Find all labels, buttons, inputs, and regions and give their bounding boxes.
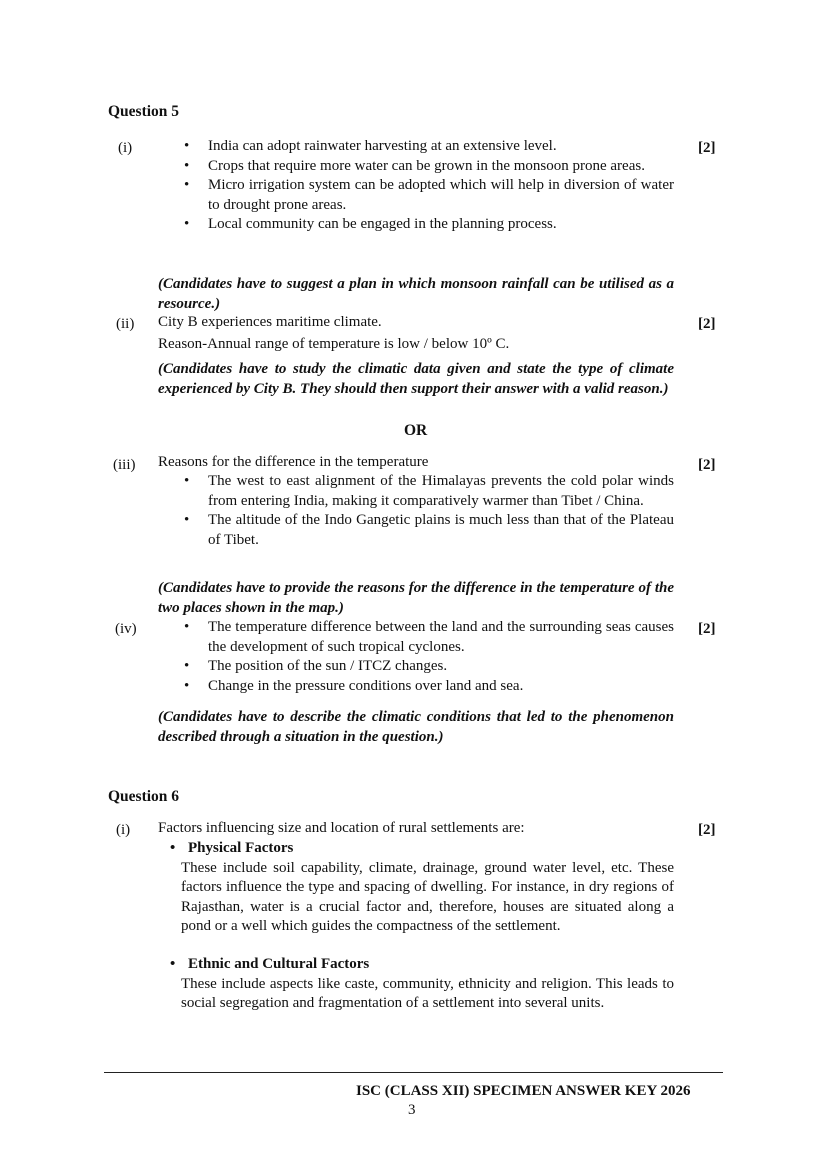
q5-ii-number: (ii) [116, 316, 135, 332]
physical-factors-heading: • Physical Factors [168, 839, 674, 859]
q5-ii-marks: [2] [698, 316, 716, 332]
q5-iv-bullet-list [158, 618, 674, 696]
q5-iii-intro: Reasons for the difference in the temperature [158, 454, 429, 470]
physical-factors-block [168, 839, 674, 937]
q5-iii-candidate-note: (Candidates have to provide the reasons for the difference in the temperature of the two places shown in the map.) [158, 580, 674, 616]
q5-ii-line-2: Reason-Annual range of temperature is low / below 10º C. [158, 336, 510, 352]
q5-ii-line-1: City B experiences maritime climate. [158, 314, 382, 330]
q5-iv-number: (iv) [115, 621, 137, 637]
footer-title: ISC (CLASS XII) SPECIMEN ANSWER KEY 2026 [356, 1083, 691, 1099]
q5-ii-candidate-note: (Candidates have to study the climatic data given and state the type of climate experienced by City B. They should then support their answer with a valid reason.) [158, 361, 674, 397]
q6-i-number: (i) [116, 822, 131, 838]
q5-i-bullet-list [158, 137, 674, 235]
physical-factors-text: These include soil capability, climate, drainage, ground water level, etc. These factors influence the type and spacing of dwelling. For instance, in dry regions of Rajasthan, water is a crucial factor and, therefore, houses are situated along a pond or a well which guides the compactness of the settlement. [181, 859, 674, 934]
or-separator: OR [404, 422, 428, 439]
list-item: • Local community can be engaged in the planning process. [158, 215, 674, 235]
q5-iii-bullet-list [158, 472, 674, 550]
list-item: • Change in the pressure conditions over land and sea. [158, 677, 674, 697]
list-item: • The temperature difference between the land and the surrounding seas causes the development of such tropical cyclones. [158, 618, 674, 657]
q6-i-marks: [2] [698, 822, 716, 838]
q5-i-number: (i) [118, 140, 133, 156]
list-item: • The position of the sun / ITCZ changes. [158, 657, 674, 677]
question-6-title: Question 6 [108, 788, 180, 805]
q5-iii-marks: [2] [698, 457, 716, 473]
q5-i-candidate-note: (Candidates have to suggest a plan in which monsoon rainfall can be utilised as a resource.) [158, 276, 674, 312]
q5-iv-candidate-note: (Candidates have to describe the climatic conditions that led to the phenomenon described through a situation in the question.) [158, 709, 674, 745]
q6-i-intro: Factors influencing size and location of rural settlements are: [158, 820, 525, 836]
list-item: • Micro irrigation system can be adopted which will help in diversion of water to drought prone areas. [158, 176, 674, 215]
list-item: • The west to east alignment of the Himalayas prevents the cold polar winds from entering India, making it comparatively warmer than Tibet / China. [158, 472, 674, 511]
q5-iv-marks: [2] [698, 621, 716, 637]
ethnic-factors-heading: • Ethnic and Cultural Factors [168, 955, 674, 975]
question-5-title: Question 5 [108, 103, 180, 120]
footer-rule [104, 1072, 723, 1073]
list-item: • India can adopt rainwater harvesting at an extensive level. [158, 137, 674, 157]
list-item: • The altitude of the Indo Gangetic plains is much less than that of the Plateau of Tibet. [158, 511, 674, 550]
q5-iii-number: (iii) [113, 457, 136, 473]
ethnic-factors-text: These include aspects like caste, community, ethnicity and religion. This leads to social segregation and fragmentation of a settlement into several units. [181, 975, 674, 1011]
q5-i-marks: [2] [698, 140, 716, 156]
page-number: 3 [408, 1102, 416, 1118]
list-item: • Crops that require more water can be grown in the monsoon prone areas. [158, 157, 674, 177]
ethnic-factors-block [168, 955, 674, 1014]
